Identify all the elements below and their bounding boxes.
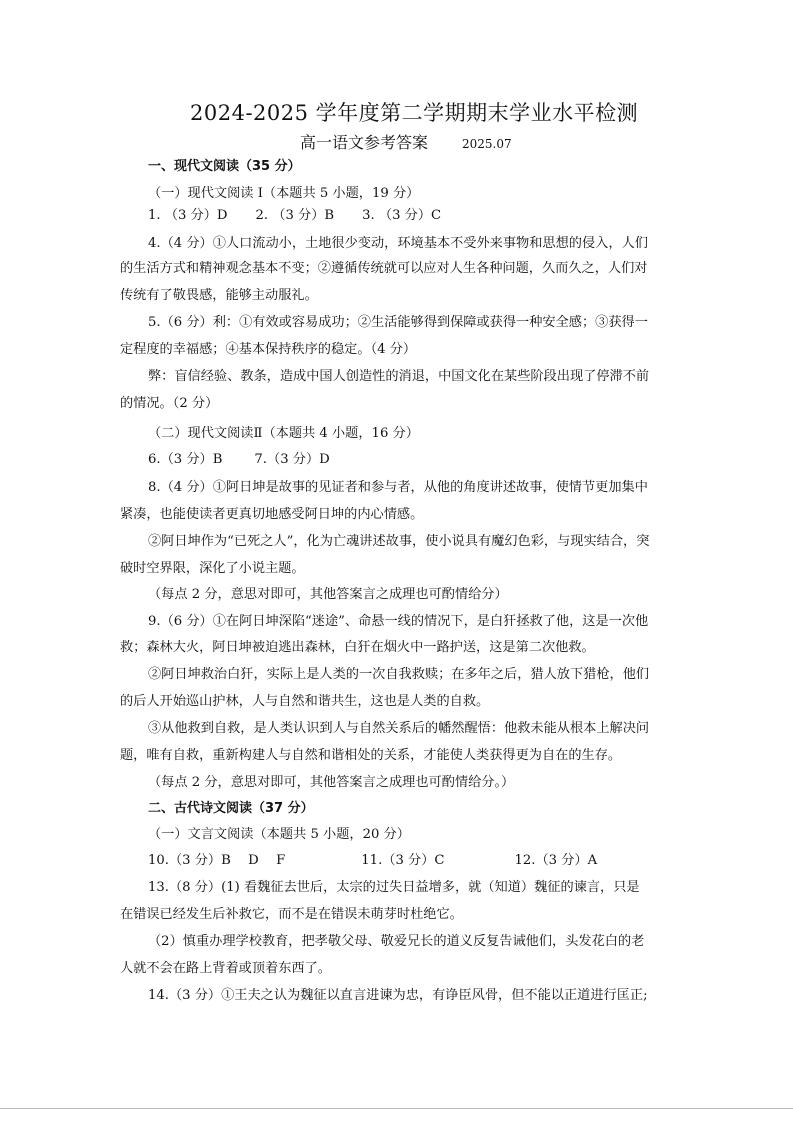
subtitle-text: 高一语文参考答案: [300, 133, 429, 152]
answer-q9-line-1: 9.（6 分）①在阿日坤深陷“迷途”、命悬一线的情况下，是白犴拯救了他，这是一次他: [148, 614, 649, 629]
answer-q9-line-4: 的后人开始巡山护林，人与自然和谐共生，这也是人类的自救。: [120, 694, 490, 709]
document-subtitle: [300, 133, 512, 154]
answer-row-10-12: [148, 853, 597, 869]
answer-q1: 1. （3 分）D: [148, 208, 228, 223]
section-heading-classical-reading: 二、古代诗文阅读（37 分）: [148, 801, 314, 816]
answer-q8-line-4: 破时空界限，深化了小说主题。: [120, 561, 305, 576]
answer-q6: 6.（3 分）B: [148, 452, 223, 467]
answer-q8-scoring-note: （每点 2 分，意思对即可，其他答案言之成理也可酌情给分）: [148, 587, 508, 602]
subsection-heading-classical-prose: （一）文言文阅读（本题共 5 小题，20 分）: [148, 827, 410, 842]
subsection-heading-modern-reading-1: （一）现代文阅读 I（本题共 5 小题，19 分）: [148, 186, 420, 201]
answer-q4-line-1: 4.（4 分）①人口流动小，土地很少变动，环境基本不受外来事物和思想的侵入，人们: [148, 236, 648, 251]
answer-q13-line-4: 人就不会在路上背着或顶着东西了。: [120, 961, 331, 976]
document-date: 2025.07: [462, 137, 512, 151]
answer-q8-line-3: ②阿日坤作为“已死之人”，化为亡魂讲述故事，使小说具有魔幻色彩，与现实结合，突: [148, 534, 650, 549]
answer-q9-line-5: ③从他救到自救，是人类认识到人与自然关系后的幡然醒悟：他救未能从根本上解决问: [148, 721, 650, 736]
document-title: 2024-2025 学年度第二学期期末学业水平检测: [190, 101, 639, 125]
answer-q5-line-3: 弊：盲信经验、教条，造成中国人创造性的消退，中国文化在某些阶段出现了停滞不前: [148, 369, 650, 384]
answer-q7: 7.（3 分）D: [254, 452, 330, 467]
answer-q14-line-1: 14.（3 分）①王夫之认为魏征以直言进谏为忠，有诤臣风骨，但不能以正道进行匡正;: [148, 988, 648, 1003]
answer-q9-line-6: 题，唯有自救，重新构建人与自然和谐相处的关系，才能使人类获得更为自在的生存。: [120, 748, 622, 763]
answer-q4-line-2: 的生活方式和精神观念基本不变；②遵循传统就可以应对人生各种问题，久而久之，人们对: [120, 261, 648, 276]
answer-q13-line-3: （2）慎重办理学校教育，把孝敬父母、敬爱兄长的道义反复告诫他们，头发花白的老: [148, 934, 645, 949]
subsection-heading-modern-reading-2: （二）现代文阅读Ⅱ（本题共 4 小题，16 分）: [148, 426, 419, 441]
answer-q9-line-2: 救；森林大火，阿日坤被迫逃出森林，白犴在烟火中一路护送，这是第二次他救。: [120, 640, 595, 655]
answer-q13-line-1: 13.（8 分）(1) 看魏征去世后，太宗的过失日益增多，就（知道）魏征的谏言，只是: [148, 880, 640, 895]
answer-q5-line-1: 5.（6 分）利：①有效或容易成功；②生活能够得到保障或获得一种安全感；③获得一: [148, 315, 648, 330]
answer-q2: 2. （3 分）B: [255, 208, 335, 223]
answer-q13-line-2: 在错误已经发生后补救它，而不是在错误未萌芽时杜绝它。: [120, 907, 463, 922]
answer-q12: 12.（3 分）A: [514, 853, 598, 868]
answer-q3: 3. （3 分）C: [362, 208, 442, 223]
answer-q5-line-2: 定程度的幸福感；④基本保持秩序的稳定。（4 分）: [120, 342, 417, 357]
answer-row-1-3: [148, 208, 441, 224]
section-heading-modern-reading: 一、现代文阅读（35 分）: [148, 159, 301, 174]
answer-q9-line-3: ②阿日坤救治白犴，实际上是人类的一次自我救赎；在多年之后，猎人放下猎枪，他们: [148, 667, 650, 682]
answer-q10: 10.（3 分）B D F: [148, 853, 286, 868]
answer-row-6-7: [148, 452, 330, 468]
answer-q8-line-2: 紧凑，也能使读者更真切地感受阿日坤的内心情感。: [120, 507, 424, 522]
page-bottom-border: [0, 1108, 793, 1109]
answer-q11: 11.（3 分）C: [361, 853, 445, 868]
answer-q8-line-1: 8.（4 分）①阿日坤是故事的见证者和参与者，从他的角度讲述故事，使情节更加集中: [148, 480, 648, 495]
answer-q4-line-3: 传统有了敬畏感，能够主动服礼。: [120, 288, 318, 303]
answer-q9-scoring-note: （每点 2 分，意思对即可，其他答案言之成理也可酌情给分。）: [148, 775, 515, 790]
answer-q5-line-4: 的情况。（2 分）: [120, 396, 219, 411]
